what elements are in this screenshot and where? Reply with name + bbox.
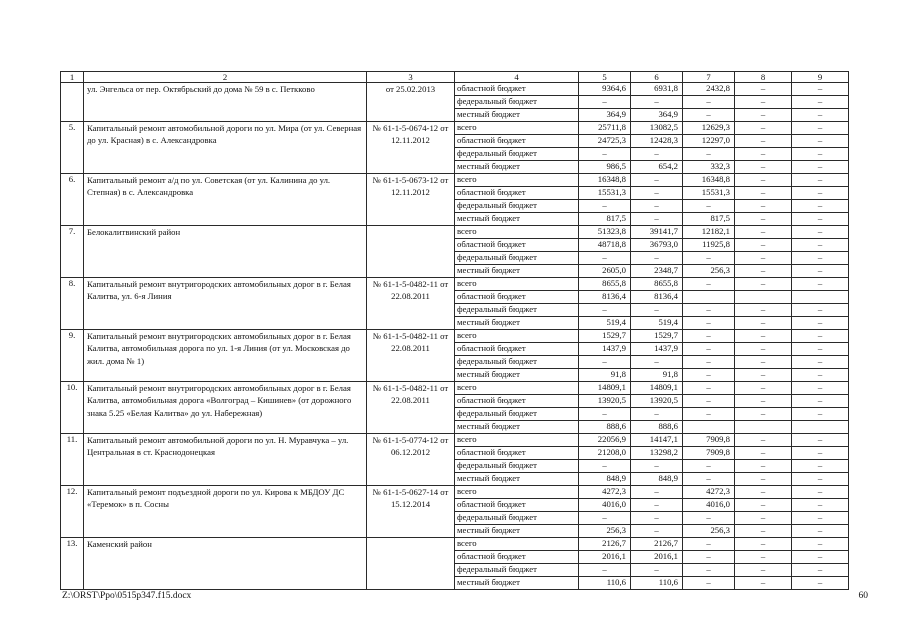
amount-cell: 2432,8: [683, 83, 735, 96]
row-number: 7.: [61, 226, 84, 278]
row-number: 9.: [61, 330, 84, 382]
amount-cell: –: [683, 356, 735, 369]
amount-cell: 11925,8: [683, 239, 735, 252]
funding-source: областной бюджет: [455, 499, 579, 512]
amount-cell: 110,6: [579, 577, 631, 590]
amount-cell: 12629,3: [683, 122, 735, 135]
amount-cell: 519,4: [631, 317, 683, 330]
amount-cell: –: [683, 512, 735, 525]
amount-cell: 888,6: [631, 421, 683, 434]
row-number: 11.: [61, 434, 84, 486]
amount-cell: 256,3: [683, 525, 735, 538]
amount-cell: 848,9: [631, 473, 683, 486]
row-number: [61, 83, 84, 122]
row-number: 5.: [61, 122, 84, 174]
amount-cell: 48718,8: [579, 239, 631, 252]
funding-source: областной бюджет: [455, 447, 579, 460]
approval-document: № 61-1-5-0774-12 от 06.12.2012: [367, 434, 455, 486]
amount-cell: –: [735, 330, 792, 343]
amount-cell: –: [792, 356, 849, 369]
amount-cell: –: [792, 330, 849, 343]
amount-cell: –: [735, 551, 792, 564]
table-row: [61, 538, 849, 551]
funding-source: всего: [455, 278, 579, 291]
object-name: ул. Энгельса от пер. Октябрьский до дома № 59 в с. Петкково: [84, 83, 367, 122]
amount-cell: –: [735, 213, 792, 226]
funding-source: местный бюджет: [455, 369, 579, 382]
object-name: Капитальный ремонт автомобильной дороги по ул. Н. Муравчука – ул. Центральная в ст. Краснодонецкая: [84, 434, 367, 486]
amount-cell: –: [631, 96, 683, 109]
amount-cell: 15531,3: [683, 187, 735, 200]
amount-cell: 1437,9: [579, 343, 631, 356]
amount-cell: 24725,3: [579, 135, 631, 148]
amount-cell: –: [735, 356, 792, 369]
amount-cell: 332,3: [683, 161, 735, 174]
amount-cell: –: [792, 395, 849, 408]
amount-cell: –: [792, 200, 849, 213]
amount-cell: 8136,4: [631, 291, 683, 304]
column-number: 8: [735, 72, 792, 83]
amount-cell: –: [792, 564, 849, 577]
row-number: 12.: [61, 486, 84, 538]
funding-source: всего: [455, 434, 579, 447]
object-name: Каменский район: [84, 538, 367, 590]
amount-cell: –: [792, 460, 849, 473]
row-number: 6.: [61, 174, 84, 226]
amount-cell: 888,6: [579, 421, 631, 434]
amount-cell: 519,4: [579, 317, 631, 330]
amount-cell: –: [792, 226, 849, 239]
amount-cell: –: [792, 213, 849, 226]
amount-cell: –: [735, 395, 792, 408]
amount-cell: –: [631, 486, 683, 499]
column-number: 2: [84, 72, 367, 83]
object-name: Белокалитвинский район: [84, 226, 367, 278]
amount-cell: –: [735, 512, 792, 525]
column-number: 3: [367, 72, 455, 83]
amount-cell: –: [735, 226, 792, 239]
object-name: Капитальный ремонт автомобильной дороги по ул. Мира (от ул. Северная до ул. Красная) в с. Александровка: [84, 122, 367, 174]
amount-cell: 1437,9: [631, 343, 683, 356]
table-row: [61, 278, 849, 291]
amount-cell: –: [792, 174, 849, 187]
amount-cell: 7909,8: [683, 434, 735, 447]
amount-cell: –: [792, 304, 849, 317]
funding-source: федеральный бюджет: [455, 460, 579, 473]
amount-cell: [735, 421, 792, 434]
approval-document: от 25.02.2013: [367, 83, 455, 122]
funding-source: федеральный бюджет: [455, 356, 579, 369]
amount-cell: 16348,8: [579, 174, 631, 187]
funding-source: местный бюджет: [455, 265, 579, 278]
document-file-path: Z:\ORST\Ppo\0515p347.f15.docx: [62, 591, 192, 601]
amount-cell: –: [735, 434, 792, 447]
amount-cell: 51323,8: [579, 226, 631, 239]
approval-document: № 61-1-5-0482-11 от 22.08.2011: [367, 330, 455, 382]
amount-cell: 14809,1: [631, 382, 683, 395]
table-row: [61, 486, 849, 499]
amount-cell: –: [792, 447, 849, 460]
funding-source: местный бюджет: [455, 213, 579, 226]
amount-cell: 1529,7: [631, 330, 683, 343]
amount-cell: 817,5: [579, 213, 631, 226]
amount-cell: –: [683, 564, 735, 577]
amount-cell: 14147,1: [631, 434, 683, 447]
amount-cell: –: [735, 447, 792, 460]
table-row: [61, 382, 849, 395]
approval-document: № 61-1-5-0673-12 от 12.11.2012: [367, 174, 455, 226]
column-number: 1: [61, 72, 84, 83]
amount-cell: –: [792, 434, 849, 447]
amount-cell: –: [735, 564, 792, 577]
amount-cell: –: [631, 408, 683, 421]
object-name: Капитальный ремонт внутригородских автомобильных дорог в г. Белая Калитва, автомобильная дорога по ул. 1-я Линия (от ул. Московская до жил. дома № 1): [84, 330, 367, 382]
amount-cell: –: [792, 499, 849, 512]
amount-cell: –: [735, 525, 792, 538]
amount-cell: –: [579, 460, 631, 473]
object-name: Капитальный ремонт внутригородских автомобильных дорог в г. Белая Калитва, ул. 6-я Линия: [84, 278, 367, 330]
funding-source: федеральный бюджет: [455, 200, 579, 213]
amount-cell: 4272,3: [579, 486, 631, 499]
approval-document: № 61-1-5-0674-12 от 12.11.2012: [367, 122, 455, 174]
amount-cell: –: [792, 109, 849, 122]
amount-cell: –: [683, 551, 735, 564]
column-number: 7: [683, 72, 735, 83]
amount-cell: 12297,0: [683, 135, 735, 148]
amount-cell: –: [735, 538, 792, 551]
amount-cell: –: [735, 96, 792, 109]
amount-cell: –: [683, 109, 735, 122]
amount-cell: 8655,8: [579, 278, 631, 291]
amount-cell: 848,9: [579, 473, 631, 486]
amount-cell: –: [735, 304, 792, 317]
amount-cell: –: [735, 135, 792, 148]
amount-cell: –: [792, 278, 849, 291]
table-row: [61, 83, 849, 96]
funding-source: всего: [455, 330, 579, 343]
amount-cell: –: [683, 304, 735, 317]
amount-cell: 2126,7: [579, 538, 631, 551]
approval-document: № 61-1-5-0482-11 от 22.08.2011: [367, 382, 455, 434]
funding-source: федеральный бюджет: [455, 252, 579, 265]
amount-cell: –: [792, 135, 849, 148]
amount-cell: –: [735, 122, 792, 135]
amount-cell: –: [631, 304, 683, 317]
amount-cell: –: [735, 473, 792, 486]
table-row: [61, 174, 849, 187]
amount-cell: 6931,8: [631, 83, 683, 96]
amount-cell: –: [792, 122, 849, 135]
amount-cell: –: [792, 525, 849, 538]
amount-cell: –: [792, 187, 849, 200]
amount-cell: –: [792, 408, 849, 421]
amount-cell: –: [631, 564, 683, 577]
budget-table: [60, 71, 849, 590]
amount-cell: –: [579, 304, 631, 317]
amount-cell: –: [683, 538, 735, 551]
amount-cell: –: [683, 382, 735, 395]
amount-cell: –: [792, 538, 849, 551]
amount-cell: –: [735, 460, 792, 473]
amount-cell: 9364,6: [579, 83, 631, 96]
amount-cell: –: [631, 174, 683, 187]
amount-cell: 25711,8: [579, 122, 631, 135]
object-name: Капитальный ремонт а/д по ул. Советская (от ул. Калинина до ул. Степная) в с. Александровка: [84, 174, 367, 226]
amount-cell: –: [735, 239, 792, 252]
amount-cell: –: [735, 317, 792, 330]
funding-source: всего: [455, 122, 579, 135]
amount-cell: –: [735, 161, 792, 174]
amount-cell: 13082,5: [631, 122, 683, 135]
amount-cell: –: [631, 525, 683, 538]
amount-cell: –: [735, 343, 792, 356]
funding-source: местный бюджет: [455, 317, 579, 330]
amount-cell: –: [735, 148, 792, 161]
amount-cell: –: [631, 356, 683, 369]
approval-document: [367, 226, 455, 278]
funding-source: федеральный бюджет: [455, 408, 579, 421]
amount-cell: –: [631, 213, 683, 226]
funding-source: местный бюджет: [455, 473, 579, 486]
funding-source: местный бюджет: [455, 421, 579, 434]
amount-cell: 4016,0: [579, 499, 631, 512]
amount-cell: 8655,8: [631, 278, 683, 291]
table-row: [61, 122, 849, 135]
amount-cell: 364,9: [631, 109, 683, 122]
amount-cell: –: [735, 577, 792, 590]
amount-cell: 2126,7: [631, 538, 683, 551]
amount-cell: 7909,8: [683, 447, 735, 460]
amount-cell: 36793,0: [631, 239, 683, 252]
amount-cell: –: [792, 252, 849, 265]
amount-cell: –: [683, 369, 735, 382]
funding-source: областной бюджет: [455, 343, 579, 356]
amount-cell: –: [579, 96, 631, 109]
amount-cell: 4272,3: [683, 486, 735, 499]
funding-source: областной бюджет: [455, 83, 579, 96]
amount-cell: 256,3: [683, 265, 735, 278]
approval-document: № 61-1-5-0482-11 от 22.08.2011: [367, 278, 455, 330]
amount-cell: –: [683, 577, 735, 590]
amount-cell: –: [792, 369, 849, 382]
amount-cell: 817,5: [683, 213, 735, 226]
funding-source: областной бюджет: [455, 395, 579, 408]
amount-cell: [683, 291, 735, 304]
amount-cell: 39141,7: [631, 226, 683, 239]
amount-cell: –: [792, 382, 849, 395]
amount-cell: –: [792, 551, 849, 564]
amount-cell: 21208,0: [579, 447, 631, 460]
funding-source: местный бюджет: [455, 109, 579, 122]
table-row: [61, 434, 849, 447]
funding-source: всего: [455, 382, 579, 395]
amount-cell: 364,9: [579, 109, 631, 122]
row-number: 8.: [61, 278, 84, 330]
amount-cell: 16348,8: [683, 174, 735, 187]
amount-cell: 91,8: [631, 369, 683, 382]
amount-cell: 14809,1: [579, 382, 631, 395]
amount-cell: –: [683, 148, 735, 161]
amount-cell: 2605,0: [579, 265, 631, 278]
amount-cell: –: [792, 161, 849, 174]
amount-cell: –: [631, 187, 683, 200]
amount-cell: [683, 421, 735, 434]
amount-cell: 1529,7: [579, 330, 631, 343]
amount-cell: –: [631, 460, 683, 473]
amount-cell: –: [631, 499, 683, 512]
amount-cell: 12428,3: [631, 135, 683, 148]
amount-cell: –: [683, 252, 735, 265]
amount-cell: –: [735, 486, 792, 499]
funding-source: местный бюджет: [455, 577, 579, 590]
amount-cell: 256,3: [579, 525, 631, 538]
amount-cell: –: [631, 512, 683, 525]
amount-cell: –: [683, 330, 735, 343]
amount-cell: –: [631, 148, 683, 161]
funding-source: федеральный бюджет: [455, 304, 579, 317]
amount-cell: –: [631, 252, 683, 265]
funding-source: федеральный бюджет: [455, 564, 579, 577]
amount-cell: –: [735, 265, 792, 278]
amount-cell: –: [792, 265, 849, 278]
amount-cell: –: [735, 174, 792, 187]
amount-cell: [735, 291, 792, 304]
amount-cell: –: [792, 317, 849, 330]
funding-source: областной бюджет: [455, 135, 579, 148]
amount-cell: –: [792, 239, 849, 252]
amount-cell: –: [579, 564, 631, 577]
amount-cell: –: [683, 395, 735, 408]
funding-source: всего: [455, 226, 579, 239]
column-number: 4: [455, 72, 579, 83]
table-row: [61, 226, 849, 239]
amount-cell: –: [735, 252, 792, 265]
amount-cell: 2016,1: [579, 551, 631, 564]
amount-cell: 4016,0: [683, 499, 735, 512]
object-name: Капитальный ремонт внутригородских автомобильных дорог в г. Белая Калитва, автомобильная дорога «Волгоград – Кишинев» (от дорожного знака 5.25 «Белая Калитва» до ул. Набережная): [84, 382, 367, 434]
amount-cell: –: [735, 382, 792, 395]
amount-cell: 13920,5: [631, 395, 683, 408]
amount-cell: 91,8: [579, 369, 631, 382]
funding-source: местный бюджет: [455, 525, 579, 538]
amount-cell: –: [683, 278, 735, 291]
object-name: Капитальный ремонт подъездной дороги по ул. Кирова к МБДОУ ДС «Теремок» в п. Сосны: [84, 486, 367, 538]
amount-cell: –: [792, 512, 849, 525]
amount-cell: –: [579, 512, 631, 525]
amount-cell: 15531,3: [579, 187, 631, 200]
funding-source: областной бюджет: [455, 291, 579, 304]
funding-source: местный бюджет: [455, 161, 579, 174]
approval-document: [367, 538, 455, 590]
amount-cell: 22056,9: [579, 434, 631, 447]
table-row: [61, 330, 849, 343]
amount-cell: 12182,1: [683, 226, 735, 239]
amount-cell: –: [683, 408, 735, 421]
amount-cell: 2348,7: [631, 265, 683, 278]
approval-document: № 61-1-5-0627-14 от 15.12.2014: [367, 486, 455, 538]
amount-cell: –: [579, 252, 631, 265]
amount-cell: 13920,5: [579, 395, 631, 408]
amount-cell: –: [792, 343, 849, 356]
amount-cell: –: [735, 83, 792, 96]
amount-cell: –: [579, 356, 631, 369]
amount-cell: –: [579, 148, 631, 161]
amount-cell: –: [683, 473, 735, 486]
amount-cell: –: [792, 486, 849, 499]
amount-cell: –: [579, 200, 631, 213]
amount-cell: –: [792, 473, 849, 486]
amount-cell: 8136,4: [579, 291, 631, 304]
funding-source: федеральный бюджет: [455, 148, 579, 161]
amount-cell: –: [735, 278, 792, 291]
amount-cell: –: [683, 96, 735, 109]
amount-cell: –: [683, 460, 735, 473]
amount-cell: –: [579, 408, 631, 421]
funding-source: федеральный бюджет: [455, 96, 579, 109]
amount-cell: –: [792, 83, 849, 96]
amount-cell: 110,6: [631, 577, 683, 590]
funding-source: областной бюджет: [455, 551, 579, 564]
amount-cell: –: [792, 148, 849, 161]
amount-cell: –: [735, 109, 792, 122]
amount-cell: [792, 291, 849, 304]
column-number: 5: [579, 72, 631, 83]
amount-cell: 13298,2: [631, 447, 683, 460]
column-number-header-row: [61, 72, 849, 83]
funding-source: всего: [455, 538, 579, 551]
funding-source: областной бюджет: [455, 187, 579, 200]
funding-source: всего: [455, 174, 579, 187]
amount-cell: –: [735, 187, 792, 200]
amount-cell: –: [735, 408, 792, 421]
column-number: 9: [792, 72, 849, 83]
column-number: 6: [631, 72, 683, 83]
row-number: 13.: [61, 538, 84, 590]
amount-cell: 2016,1: [631, 551, 683, 564]
funding-source: областной бюджет: [455, 239, 579, 252]
funding-source: федеральный бюджет: [455, 512, 579, 525]
amount-cell: –: [735, 499, 792, 512]
funding-source: всего: [455, 486, 579, 499]
amount-cell: –: [735, 369, 792, 382]
row-number: 10.: [61, 382, 84, 434]
amount-cell: 986,5: [579, 161, 631, 174]
amount-cell: –: [792, 577, 849, 590]
page-number: 60: [858, 591, 868, 601]
amount-cell: –: [735, 200, 792, 213]
amount-cell: –: [683, 317, 735, 330]
amount-cell: –: [631, 200, 683, 213]
amount-cell: 654,2: [631, 161, 683, 174]
amount-cell: [792, 421, 849, 434]
amount-cell: –: [792, 96, 849, 109]
amount-cell: –: [683, 200, 735, 213]
amount-cell: –: [683, 343, 735, 356]
